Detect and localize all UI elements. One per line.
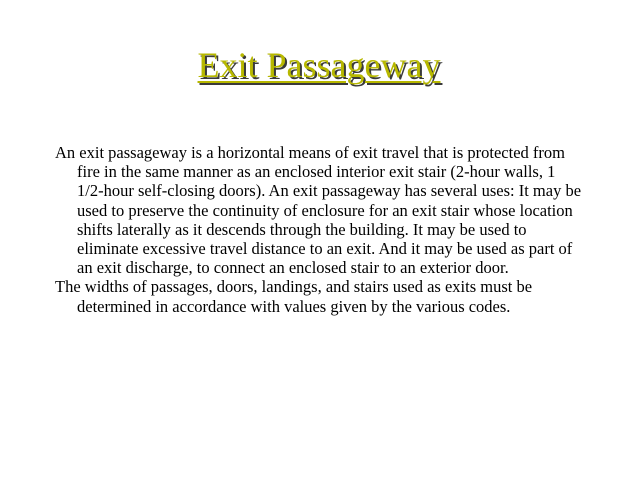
paragraph-exit-passageway-definition: An exit passageway is a horizontal means of exit travel that is protected from fire in the same manner as an enclosed interior exit stair (2-hour walls, 1 1/2-hour self-closing doors). An exit passageway has several uses: It may be used to preserve the continuity of enclosure for an exit stair whose location shifts laterally as it descends through the building. It may be used to eliminate excessive travel distance to an exit. And it may be used as part of an exit discharge, to connect an enclosed stair to an exterior door. [55, 143, 582, 278]
slide-body [55, 143, 585, 316]
slide-title: Exit Passageway [197, 45, 441, 85]
paragraph-exit-widths: The widths of passages, doors, landings, and stairs used as exits must be determined in accordance with values given by the various codes. [55, 277, 533, 316]
